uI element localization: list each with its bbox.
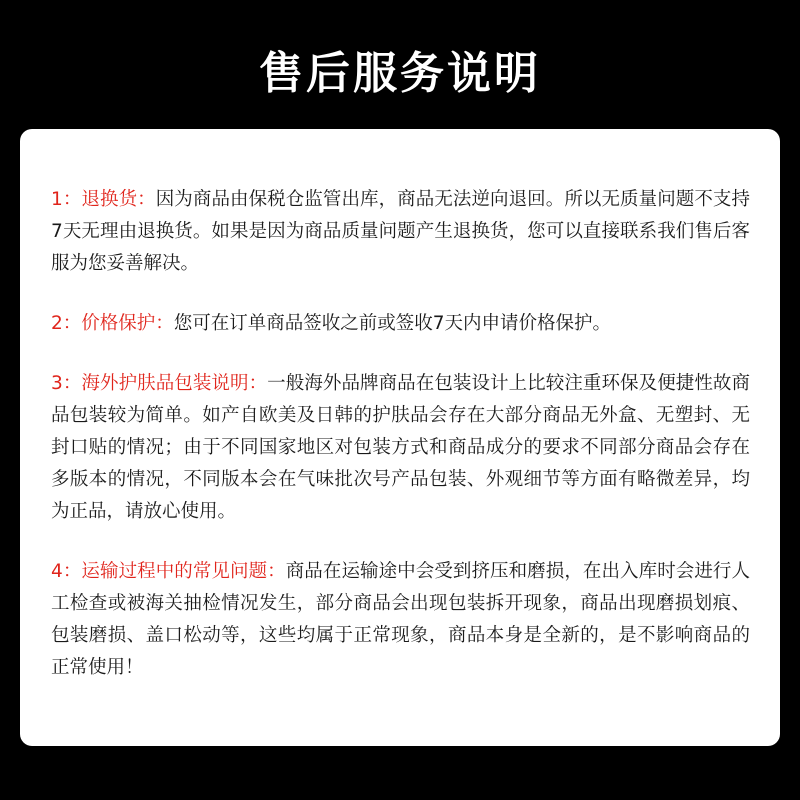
section-body: 商品在运输途中会受到挤压和磨损，在出入库时会进行人工检查或被海关抽检情况发生，部分商品会出现包装拆开现象，商品出现磨损划痕、包装磨损、盖口松动等，这些均属于正常现象，商品本身是全新的，是不影响商品的正常使用！ [51,561,750,678]
notice-card [20,129,780,746]
section-heading: 4：运输过程中的常见问题： [51,561,286,582]
section-packaging [51,368,750,528]
section-body: 一般海外品牌商品在包装设计上比较注重环保及便捷性故商品包装较为简单。如产自欧美及日韩的护肤品会存在大部分商品无外盒、无塑封、无封口贴的情况；由于不同国家地区对包装方式和商品成分的要求不同部分商品会存在多版本的情况，不同版本会在气味批次号产品包装、外观细节等方面有略微差异，均为正品，请放心使用。 [51,373,750,522]
section-shipping [51,556,750,684]
section-body: 您可在订单商品签收之前或签收7天内申请价格保护。 [173,313,612,334]
section-body: 因为商品由保税仓监管出库，商品无法逆向退回。所以无质量问题不支持7天无理由退换货。如果是因为商品质量问题产生退换货，您可以直接联系我们售后客服为您妥善解决。 [51,189,750,274]
section-heading: 3：海外护肤品包装说明： [51,373,268,394]
section-heading: 1：退换货： [51,189,156,210]
section-price-protection [51,308,750,340]
page-title: 售后服务说明 [259,48,541,99]
section-heading: 2：价格保护： [51,313,174,334]
section-return-exchange [51,184,750,280]
